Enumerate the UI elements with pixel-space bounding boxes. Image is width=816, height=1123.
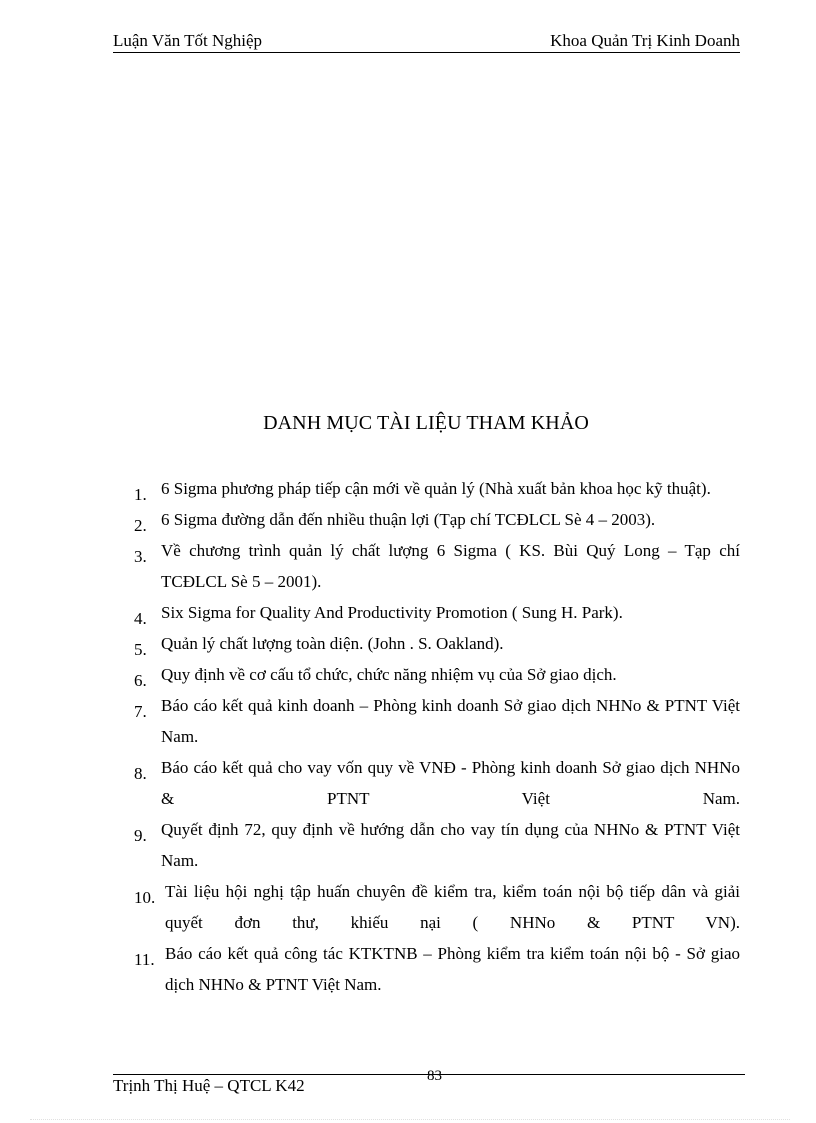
reference-item bbox=[134, 876, 740, 938]
reference-item bbox=[134, 659, 740, 690]
page-bottom-divider bbox=[30, 1119, 790, 1120]
reference-item bbox=[134, 690, 740, 752]
reference-number: 4. bbox=[134, 609, 147, 628]
reference-number: 3. bbox=[134, 547, 147, 566]
reference-list bbox=[134, 473, 740, 1000]
reference-text: Quy định về cơ cấu tổ chức, chức năng nhiệm vụ của Sở giao dịch. bbox=[161, 665, 617, 684]
page-footer bbox=[113, 1068, 745, 1095]
footer-author: Trịnh Thị Huệ – QTCL K42 bbox=[113, 1076, 305, 1095]
reference-number: 8. bbox=[134, 764, 147, 783]
reference-item bbox=[134, 535, 740, 597]
reference-number: 6. bbox=[134, 671, 147, 690]
reference-number: 7. bbox=[134, 702, 147, 721]
reference-text: Về chương trình quản lý chất lượng 6 Sigma ( KS. Bùi Quý Long – Tạp chí TCĐLCL Sè 5 – 2001). bbox=[161, 541, 740, 591]
reference-item bbox=[134, 504, 740, 535]
reference-number: 10. bbox=[134, 888, 156, 907]
reference-number: 1. bbox=[134, 485, 147, 504]
reference-text: Quản lý chất lượng toàn diện. (John . S. Oakland). bbox=[161, 634, 504, 653]
reference-text: Six Sigma for Quality And Productivity Promotion ( Sung H. Park). bbox=[161, 603, 623, 622]
reference-number: 2. bbox=[134, 516, 147, 535]
reference-item bbox=[134, 938, 740, 1000]
header-faculty-label: Khoa Quản Trị Kinh Doanh bbox=[550, 31, 740, 50]
reference-text: Quyết định 72, quy định về hướng dẫn cho vay tín dụng của NHNo & PTNT Việt Nam. bbox=[161, 820, 740, 870]
reference-item bbox=[134, 473, 740, 504]
reference-number: 9. bbox=[134, 826, 147, 845]
reference-item bbox=[134, 752, 740, 814]
reference-item bbox=[134, 628, 740, 659]
reference-item bbox=[134, 814, 740, 876]
reference-number: 5. bbox=[134, 640, 147, 659]
header-thesis-label: Luận Văn Tốt Nghiệp bbox=[113, 31, 263, 50]
page-title: DANH MỤC TÀI LIỆU THAM KHẢO bbox=[263, 412, 589, 434]
page-header bbox=[113, 30, 740, 53]
reference-number: 11. bbox=[134, 950, 155, 969]
reference-text: Tài liệu hội nghị tập huấn chuyên đề kiểm tra, kiểm toán nội bộ tiếp dân và giải quyết đơn thư, khiếu nại ( NHNo & PTNT VN). bbox=[165, 882, 740, 932]
reference-item bbox=[134, 597, 740, 628]
reference-text: 6 Sigma đường dẫn đến nhiều thuận lợi (Tạp chí TCĐLCL Sè 4 – 2003). bbox=[161, 510, 656, 529]
reference-text: Báo cáo kết quả công tác KTKTNB – Phòng kiểm tra kiểm toán nội bộ - Sở giao dịch NHNo & PTNT Việt Nam. bbox=[165, 944, 740, 994]
reference-text: 6 Sigma phương pháp tiếp cận mới về quản lý (Nhà xuất bản khoa học kỹ thuật). bbox=[161, 479, 711, 498]
page-number: 83 bbox=[427, 1068, 442, 1084]
reference-text: Báo cáo kết quả cho vay vốn quy về VNĐ - Phòng kinh doanh Sở giao dịch NHNo & PTNT Việt Nam. bbox=[161, 758, 740, 808]
reference-text: Báo cáo kết quả kinh doanh – Phòng kinh doanh Sở giao dịch NHNo & PTNT Việt Nam. bbox=[161, 696, 740, 746]
